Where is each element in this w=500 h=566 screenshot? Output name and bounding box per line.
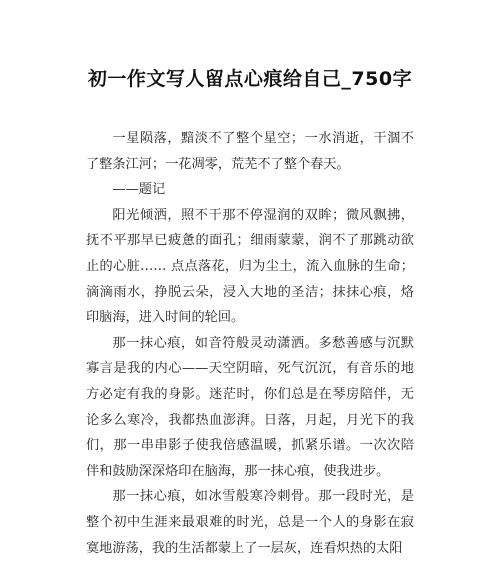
paragraph-ice: 那一抹心痕，如冰雪般寒冷刺骨。那一段时光，是整个初中生涯来最艰难的时光，总是一个人的身影在寂寞地游荡，我的生活都蒙上了一层灰，连看炽热的太阳 (86, 489, 414, 556)
document-title: 初一作文写人留点心痕给自己_750字 (87, 68, 413, 90)
paragraph-music: 那一抹心痕，如音符般灵动潇洒。多愁善感与沉默寡言是我的内心——天空阴暗，死气沉沉，有音乐的地方必定有我的身影。迷茫时，你们总是在琴房陪伴，无论多么寒冷，我都热血澎湃。日落，月起，月光下的我们，那一串串影子使我倍感温暖，抓紧乐谱。一次次陪伴和鼓励深深烙印在脑海，那一抹心痕，使我进步。 (86, 335, 414, 479)
document-body (86, 126, 414, 561)
paragraph-intro: 阳光倾洒，照不干那不停湿润的双眸；微风飘拂，抚不平那早已疲惫的面孔；细雨蒙蒙，润不了那跳动欲止的心脏…… 点点落花，归为尘土，流入血脉的生命；滴滴雨水，挣脱云朵，浸入大地的圣洁；抹抹心痕，烙印脑海，进入时间的轮回。 (86, 207, 414, 326)
paragraph-epigraph: 一星陨落，黯淡不了整个星空；一水消逝，干涸不了整条江河；一花凋零，荒芜不了整个春天。 (86, 131, 414, 172)
paragraph-epigraph-attribution: ——题记 (112, 182, 166, 198)
